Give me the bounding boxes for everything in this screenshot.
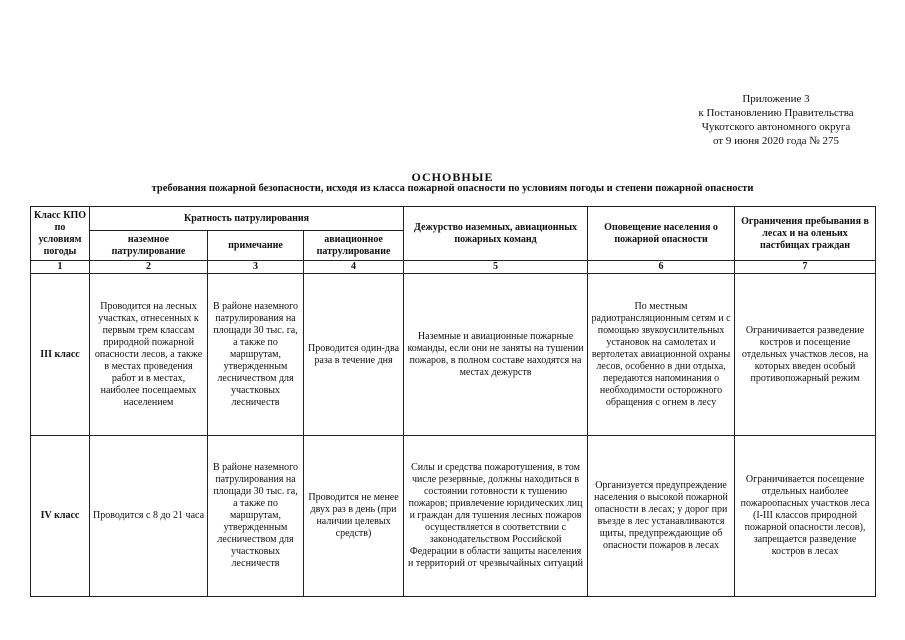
cell-restriction: Ограничивается посещение отдельных наиболее пожароопасных участков леса (I-III классов природной пожарной опасности лесов), запрещается разведение костров в лесах [735,436,876,597]
header-note: примечание [208,231,304,261]
column-number: 1 [31,261,90,274]
cell-ground: Проводится на лесных участках, отнесенных к первым трем классам природной пожарной опасности лесов, а также в местах проведения работ и в местах, наиболее посещаемых населением [90,274,208,436]
appendix-block [676,92,876,148]
cell-duty: Наземные и авиационные пожарные команды, если они не заняты на тушении пожаров, в полном составе находятся на местах дежурств [404,274,588,436]
column-number: 2 [90,261,208,274]
cell-note: В районе наземного патрулирования на площади 30 тыс. га, а также по маршрутам, утвержденным лесничеством для участковых лесничеств [208,436,304,597]
document-subtitle: требования пожарной безопасности, исходя из класса пожарной опасности по условиям погоды и степени пожарной опасности [151,183,754,194]
appendix-line: от 9 июня 2020 года № 275 [712,135,840,147]
cell-warning: Организуется предупреждение населения о высокой пожарной опасности в лесах; у дорог при въезде в лес устанавливаются щиты, предупреждающие об опасности пожаров в лесах [588,436,735,597]
header-row [31,207,876,231]
cell-aviation: Проводится один-два раза в течение дня [304,274,404,436]
appendix-line: к Постановлению Правительства [698,107,854,119]
cell-note: В районе наземного патрулирования на площади 30 тыс. га, а также по маршрутам, утвержденным лесничеством для участковых лесничеств [208,274,304,436]
cell-duty: Силы и средства пожаротушения, в том числе резервные, должны находиться в состоянии готовности к тушению пожаров; привлечение юридических лиц и граждан для тушения лесных пожаров осуществляется в соответствии с законодательством Российской Федерации в области защиты населения и территорий от чрезвычайных ситуаций [404,436,588,597]
column-number: 3 [208,261,304,274]
header-aviation: авиационное патрулирование [304,231,404,261]
appendix-line: Чукотского автономного округа [701,121,851,133]
appendix-line: Приложение 3 [742,93,810,105]
column-number: 4 [304,261,404,274]
document-title: ОСНОВНЫЕ [411,170,494,184]
header-patrol-group: Кратность патрулирования [90,207,404,231]
row-class: III класс [31,274,90,436]
column-number: 6 [588,261,735,274]
column-number: 5 [404,261,588,274]
column-number: 7 [735,261,876,274]
header-duty: Дежурство наземных, авиационных пожарных команд [404,207,588,261]
cell-ground: Проводится с 8 до 21 часа [90,436,208,597]
header-ground: наземное патрулирование [90,231,208,261]
cell-restriction: Ограничивается разведение костров и посещение отдельных участков лесов, на которых введен особый противопожарный режим [735,274,876,436]
cell-aviation: Проводится не менее двух раз в день (при наличии целевых средств) [304,436,404,597]
table-row [31,436,876,597]
row-class: IV класс [31,436,90,597]
header-warning: Оповещение населения о пожарной опасности [588,207,735,261]
requirements-table [30,206,876,597]
table-row [31,274,876,436]
header-class: Класс КПО по условиям погоды [31,207,90,261]
column-numbers-row [31,261,876,274]
header-restriction: Ограничения пребывания в лесах и на оленьих пастбищах граждан [735,207,876,261]
cell-warning: По местным радиотрансляционным сетям и с помощью звукоусилительных установок на самолетах и вертолетах авиационной охраны лесов, особенно в дни отдыха, передаются напоминания о необходимости осторожного обращения с огнем в лесу [588,274,735,436]
